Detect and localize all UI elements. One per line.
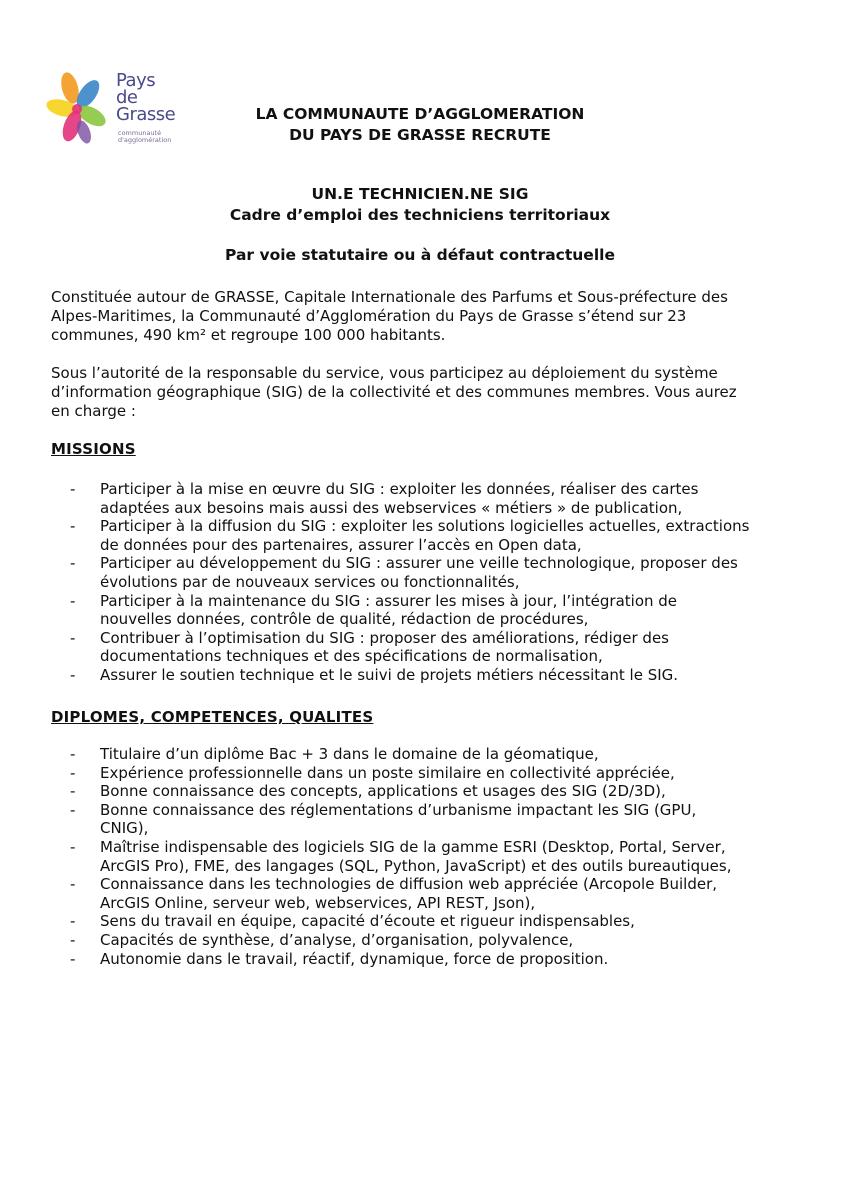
list-item-line: Capacités de synthèse, d’analyse, d’organisation, polyvalence, [100, 930, 574, 949]
dash-marker: - [70, 837, 76, 856]
list-item [70, 838, 792, 875]
dash-marker: - [70, 517, 76, 536]
dash-marker: - [70, 949, 76, 968]
dash-marker: - [70, 480, 76, 498]
list-item-line: ArcGIS Pro), FME, des langages (SQL, Python, JavaScript) et des outils bureautiques, [100, 856, 732, 875]
header-title [200, 104, 640, 146]
list-item [70, 554, 792, 591]
paragraph-line: en charge : [51, 402, 136, 420]
dash-marker: - [70, 763, 76, 782]
header-line-2: DU PAYS DE GRASSE RECRUTE [289, 126, 551, 144]
list-item [70, 950, 792, 969]
dash-marker: - [70, 912, 76, 931]
list-item [70, 912, 792, 931]
list-item-line: Contribuer à l’optimisation du SIG : proposer des améliorations, rédiger des [100, 628, 669, 647]
list-item-line: Connaissance dans les technologies de diffusion web appréciée (Arcopole Builder, [100, 875, 718, 894]
logo-name-line: Grasse [116, 104, 176, 125]
list-item-line: Assurer le soutien technique et le suivi de projets métiers nécessitant le SIG. [100, 665, 679, 684]
dash-marker: - [70, 875, 76, 894]
job-title-block [150, 184, 690, 226]
list-item-line: Participer à la diffusion du SIG : exploiter les solutions logicielles actuelles, extractions [100, 517, 750, 536]
list-item [70, 592, 792, 629]
intro-paragraph-1 [51, 288, 791, 345]
intro-paragraph-2 [51, 364, 791, 421]
job-subtitle: Cadre d’emploi des techniciens territoriaux [229, 206, 611, 224]
logo-name [116, 72, 175, 123]
list-item [70, 801, 792, 838]
list-item-line: Bonne connaissance des réglementations d’urbanisme impactant les SIG (GPU, [100, 800, 697, 819]
list-item [70, 629, 792, 666]
list-item-line: Sens du travail en équipe, capacité d’écoute et rigueur indispensables, [100, 912, 635, 931]
missions-list [70, 480, 792, 685]
logo-name-line: Pays [116, 70, 156, 91]
list-item [70, 666, 792, 685]
list-item [70, 480, 792, 517]
logo-subtitle [118, 130, 171, 144]
logo-name-line: de [116, 87, 138, 108]
list-item-line: Maîtrise indispensable des logiciels SIG de la gamme ESRI (Desktop, Portal, Server, [100, 837, 726, 856]
dash-marker: - [70, 665, 76, 684]
recruitment-mode: Par voie statutaire ou à défaut contractuelle [225, 246, 615, 264]
list-item-line: Participer au développement du SIG : assurer une veille technologique, proposer des [100, 554, 738, 573]
diplomes-heading: DIPLOMES, COMPETENCES, QUALITES [51, 708, 374, 726]
paragraph-line: d’information géographique (SIG) de la collectivité et des communes membres. Vous aurez [51, 383, 737, 401]
list-item-line: de données pour des partenaires, assurer l’accès en Open data, [100, 535, 582, 554]
header-line-1: LA COMMUNAUTE D’AGGLOMERATION [255, 105, 585, 123]
logo-subtitle-line: d'agglomération [118, 136, 172, 144]
list-item-line: CNIG), [100, 819, 149, 838]
missions-heading: MISSIONS [51, 440, 136, 458]
list-item-line: adaptées aux besoins mais aussi des webservices « métiers » de publication, [100, 498, 683, 517]
list-item-line: évolutions par de nouveaux services ou fonctionnalités, [100, 572, 520, 591]
paragraph-line: communes, 490 km² et regroupe 100 000 habitants. [51, 326, 446, 344]
list-item-line: Bonne connaissance des concepts, applications et usages des SIG (2D/3D), [100, 782, 666, 801]
list-item-line: Titulaire d’un diplôme Bac + 3 dans le domaine de la géomatique, [100, 745, 599, 763]
list-item-line: Participer à la maintenance du SIG : assurer les mises à jour, l’intégration de [100, 591, 678, 610]
paragraph-line: Alpes-Maritimes, la Communauté d’Agglomération du Pays de Grasse s’étend sur 23 [51, 307, 687, 325]
dash-marker: - [70, 554, 76, 573]
dash-marker: - [70, 930, 76, 949]
list-item [70, 745, 792, 764]
list-item-line: Autonomie dans le travail, réactif, dynamique, force de proposition. [100, 949, 609, 968]
list-item [70, 875, 792, 912]
list-item-line: ArcGIS Online, serveur web, webservices, API REST, Json), [100, 893, 536, 912]
list-item-line: documentations techniques et des spécifications de normalisation, [100, 647, 603, 666]
list-item-line: Expérience professionnelle dans un poste similaire en collectivité appréciée, [100, 763, 675, 782]
paragraph-line: Sous l’autorité de la responsable du service, vous participez au déploiement du système [51, 364, 718, 382]
paragraph-line: Constituée autour de GRASSE, Capitale Internationale des Parfums et Sous-préfecture des [51, 288, 728, 306]
list-item [70, 931, 792, 950]
flower-logo-icon [44, 66, 112, 150]
dash-marker: - [70, 800, 76, 819]
dash-marker: - [70, 782, 76, 801]
list-item [70, 764, 792, 783]
dash-marker: - [70, 745, 76, 763]
dash-marker: - [70, 591, 76, 610]
dash-marker: - [70, 628, 76, 647]
list-item [70, 517, 792, 554]
list-item-line: nouvelles données, contrôle de qualité, rédaction de procédures, [100, 610, 589, 629]
list-item [70, 782, 792, 801]
diplomes-list [70, 745, 792, 968]
list-item-line: Participer à la mise en œuvre du SIG : exploiter les données, réaliser des cartes [100, 480, 699, 498]
pays-de-grasse-logo [44, 66, 194, 150]
logo-subtitle-line: communauté [118, 129, 162, 137]
job-title: UN.E TECHNICIEN.NE SIG [311, 185, 529, 203]
